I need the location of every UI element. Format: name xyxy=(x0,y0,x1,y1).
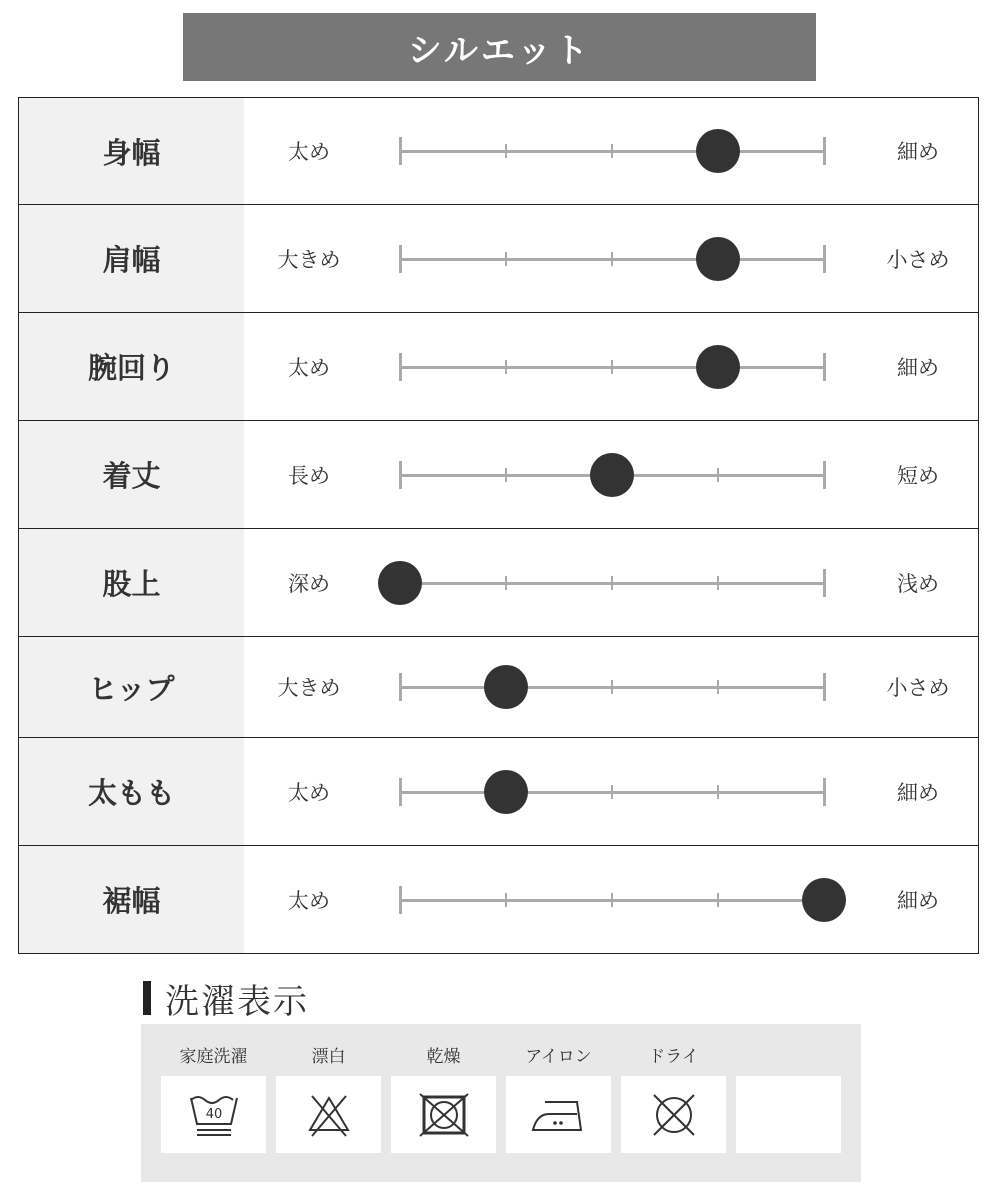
scale-right-label: 細め xyxy=(897,780,939,805)
care-heading-text: 洗濯表示 xyxy=(165,981,309,1022)
care-box-washing xyxy=(161,1076,266,1153)
care-heading xyxy=(143,980,309,1022)
scale-tick xyxy=(399,461,402,489)
scale-tick xyxy=(399,673,402,701)
scale-tick xyxy=(717,680,719,694)
care-item-bleach xyxy=(276,1024,381,1182)
scale-track xyxy=(400,738,824,845)
no-tumble-dry-icon xyxy=(416,1092,472,1138)
care-label-bleach: 漂白 xyxy=(311,1047,346,1067)
scale-track xyxy=(400,529,824,636)
silhouette-title: シルエット xyxy=(407,30,592,71)
scale-right-label: 小さめ xyxy=(886,247,950,272)
scale-left-label: 太め xyxy=(288,140,330,164)
silhouette-row xyxy=(19,205,978,313)
care-item-washing xyxy=(161,1024,266,1182)
row-label: 腕回り xyxy=(19,313,244,420)
scale-tick xyxy=(399,778,402,806)
scale-tick xyxy=(399,886,402,914)
care-item-empty xyxy=(736,1024,841,1182)
scale-right-label: 小さめ xyxy=(886,676,950,700)
row-label: 肩幅 xyxy=(19,205,244,312)
scale-left-label: 太め xyxy=(288,355,330,380)
iron-medium-icon xyxy=(527,1092,591,1138)
scale-tick xyxy=(611,576,613,590)
care-box-empty xyxy=(736,1076,841,1153)
silhouette-row xyxy=(19,313,978,421)
silhouette-row xyxy=(19,738,978,846)
scale-tick xyxy=(823,778,826,806)
row-label: 着丈 xyxy=(19,421,244,528)
scale-track xyxy=(400,205,824,312)
scale-tick xyxy=(717,576,719,590)
scale-track xyxy=(400,98,824,204)
scale-left-label: 大きめ xyxy=(277,676,341,700)
scale-tick xyxy=(505,576,507,590)
silhouette-chart xyxy=(18,97,979,954)
scale-left-label: 大きめ xyxy=(277,247,341,272)
scale-tick xyxy=(717,893,719,907)
care-item-drying xyxy=(391,1024,496,1182)
scale-tick xyxy=(611,144,613,158)
scale-left-label: 太め xyxy=(288,780,330,805)
scale-tick xyxy=(823,245,826,273)
silhouette-header xyxy=(183,13,816,81)
scale-tick xyxy=(505,144,507,158)
silhouette-row xyxy=(19,421,978,529)
care-panel xyxy=(141,1024,861,1182)
silhouette-row xyxy=(19,98,978,205)
scale-track xyxy=(400,421,824,528)
care-box-bleach xyxy=(276,1076,381,1153)
scale-tick xyxy=(823,673,826,701)
scale-tick xyxy=(611,785,613,799)
row-label: 股上 xyxy=(19,529,244,636)
scale-right-label: 浅め xyxy=(897,571,939,596)
scale-left-label: 深め xyxy=(288,571,330,596)
scale-tick xyxy=(505,252,507,266)
scale-tick xyxy=(505,893,507,907)
scale-right-label: 細め xyxy=(897,888,939,913)
scale-tick xyxy=(505,360,507,374)
care-item-iron xyxy=(506,1024,611,1182)
scale-left-label: 太め xyxy=(288,888,330,913)
care-label-drying: 乾燥 xyxy=(426,1047,461,1067)
scale-tick xyxy=(399,245,402,273)
care-box-dryclean xyxy=(621,1076,726,1153)
scale-tick xyxy=(611,893,613,907)
silhouette-row xyxy=(19,846,978,953)
scale-marker xyxy=(696,345,740,389)
scale-right-label: 細め xyxy=(897,355,939,380)
scale-tick xyxy=(399,353,402,381)
scale-tick xyxy=(823,569,826,597)
scale-tick xyxy=(717,785,719,799)
no-dry-clean-icon xyxy=(648,1092,700,1138)
no-bleach-icon xyxy=(304,1092,354,1138)
scale-marker xyxy=(696,237,740,281)
scale-tick xyxy=(823,137,826,165)
row-label: 太もも xyxy=(19,738,244,845)
scale-right-label: 短め xyxy=(897,463,939,488)
scale-tick xyxy=(823,461,826,489)
scale-tick xyxy=(611,360,613,374)
row-label: 身幅 xyxy=(19,98,244,204)
scale-marker xyxy=(696,129,740,173)
care-label-washing: 家庭洗濯 xyxy=(179,1047,248,1067)
scale-track xyxy=(400,637,824,737)
silhouette-row xyxy=(19,529,978,637)
row-label: 裾幅 xyxy=(19,846,244,953)
scale-tick xyxy=(505,468,507,482)
scale-left-label: 長め xyxy=(288,463,330,488)
silhouette-row xyxy=(19,637,978,738)
washtub-40-icon xyxy=(186,1090,242,1140)
scale-tick xyxy=(611,252,613,266)
care-label-iron: アイロン xyxy=(525,1047,592,1067)
scale-tick xyxy=(717,468,719,482)
heading-bar-icon xyxy=(143,981,151,1015)
row-label: ヒップ xyxy=(19,637,244,737)
scale-right-label: 細め xyxy=(897,140,939,164)
scale-tick xyxy=(399,137,402,165)
wash-temp-text: 40 xyxy=(205,1106,222,1122)
scale-marker xyxy=(484,770,528,814)
scale-marker xyxy=(484,665,528,709)
scale-marker xyxy=(802,878,846,922)
scale-track xyxy=(400,846,824,953)
scale-marker xyxy=(378,561,422,605)
care-box-iron xyxy=(506,1076,611,1153)
scale-marker xyxy=(590,453,634,497)
care-box-drying xyxy=(391,1076,496,1153)
scale-tick xyxy=(823,353,826,381)
scale-tick xyxy=(611,680,613,694)
care-label-dryclean: ドライ xyxy=(648,1047,699,1067)
scale-track xyxy=(400,313,824,420)
care-item-dryclean xyxy=(621,1024,726,1182)
